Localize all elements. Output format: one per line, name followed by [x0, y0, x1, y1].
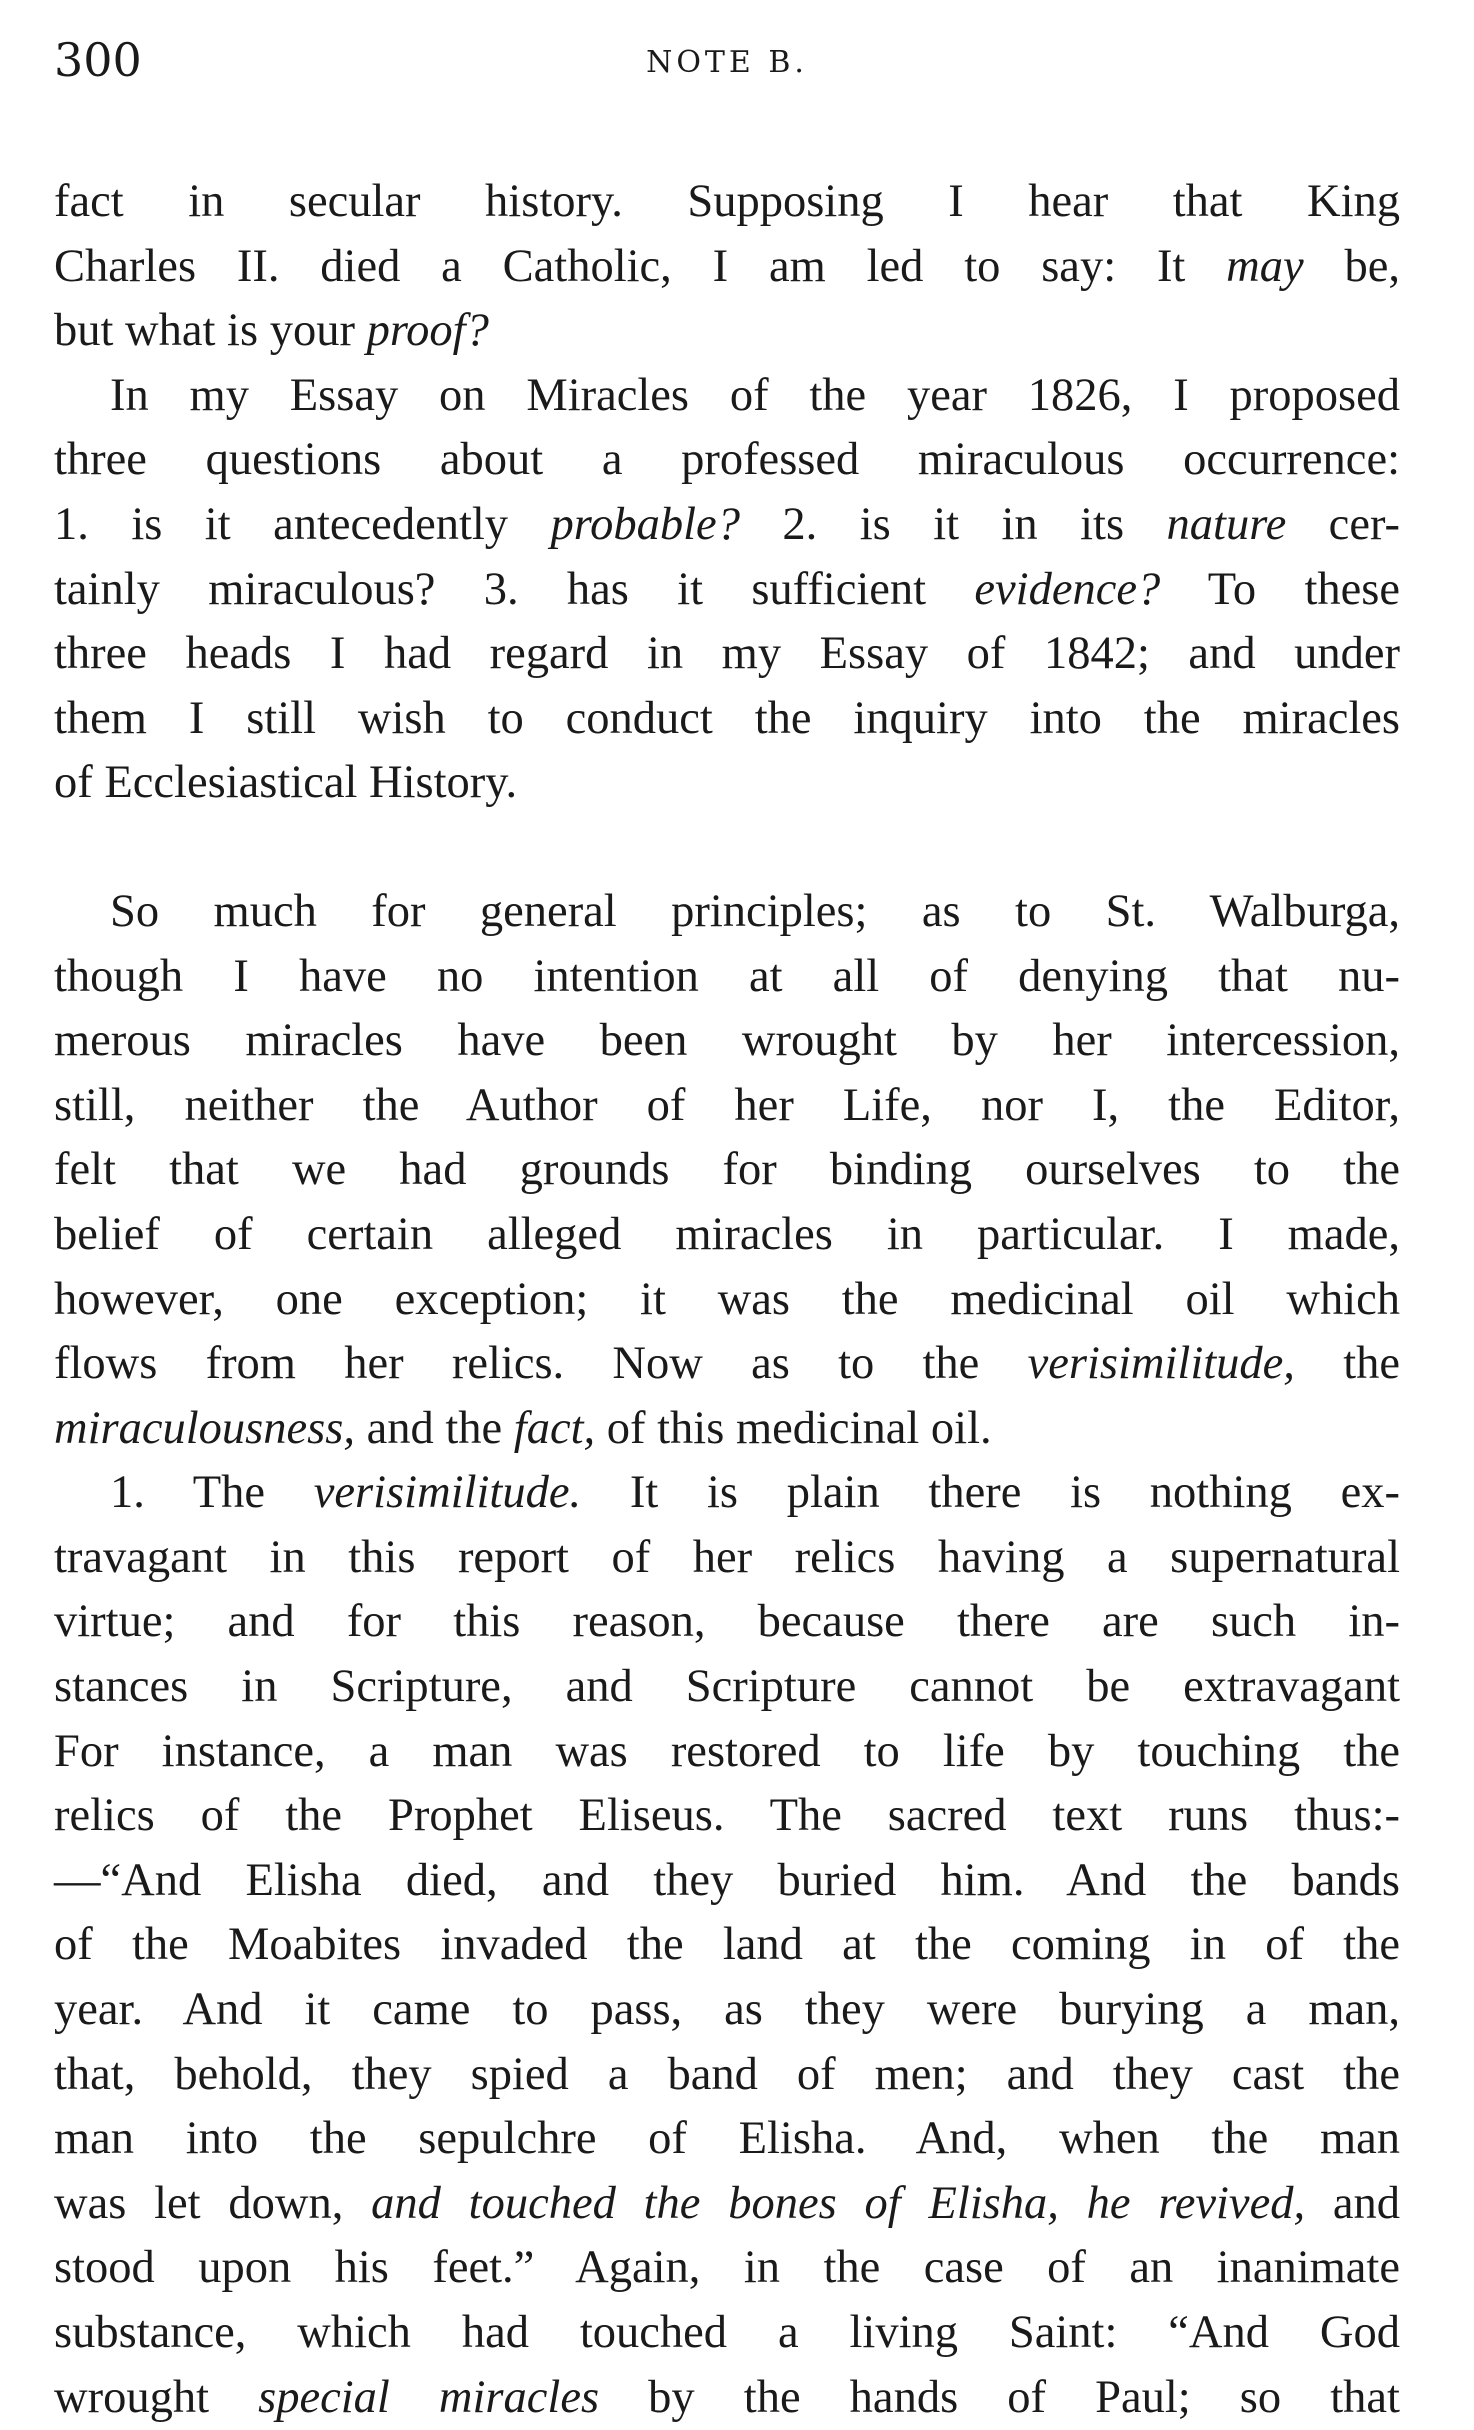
italic-run: verisimilitude,: [1027, 1338, 1295, 1390]
paragraph-gap: [54, 816, 1400, 880]
italic-run: may: [1226, 240, 1304, 292]
text-line: [54, 558, 1400, 623]
text-line: [54, 1461, 1400, 1526]
text-line: [54, 235, 1400, 300]
text-line: [54, 2043, 1400, 2108]
text-line: [54, 2236, 1400, 2301]
text-run: year. And it came to pass, as they were burying a man,: [54, 1984, 1400, 2036]
text-line: [54, 493, 1400, 558]
text-line: [54, 299, 1400, 364]
text-line: [54, 170, 1400, 235]
text-line: [54, 1138, 1400, 1203]
italic-run: special miracles: [258, 2371, 600, 2423]
text-run: merous miracles have been wrought by her intercession,: [54, 1015, 1400, 1067]
text-run: and the: [354, 1402, 514, 1454]
text-run: For instance, a man was restored to life by touching the: [54, 1725, 1400, 1777]
text-run: It is plain there is nothing ex-: [581, 1467, 1400, 1519]
paragraph: [54, 364, 1400, 816]
text-run: stances in Scripture, and Scripture cannot be extravagant: [54, 1661, 1400, 1713]
text-line: [54, 428, 1400, 493]
text-line: [54, 687, 1400, 752]
text-line: [54, 1978, 1400, 2043]
italic-run: and touched the bones of Elisha, he revived,: [371, 2177, 1306, 2229]
text-run: —“And Elisha died, and they buried him. And the bands: [54, 1854, 1400, 1906]
text-run: that, behold, they spied a band of men; and they cast the: [54, 2048, 1400, 2100]
italic-run: verisimilitude.: [313, 1467, 582, 1519]
text-run: virtue; and for this reason, because there are such in-: [54, 1596, 1400, 1648]
text-run: belief of certain alleged miracles in particular. I made,: [54, 1208, 1400, 1260]
paragraph: [54, 1461, 1400, 2430]
text-run: felt that we had grounds for binding ourselves to the: [54, 1144, 1400, 1196]
running-title: NOTE B.: [646, 45, 808, 80]
paragraph: [54, 170, 1400, 364]
text-run: and: [1305, 2177, 1401, 2229]
text-run: 1. The: [110, 1467, 314, 1519]
text-line: [54, 1268, 1400, 1333]
text-line: [54, 1074, 1400, 1139]
text-run: however, one exception; it was the medicinal oil which: [54, 1273, 1400, 1325]
text-line: [54, 2107, 1400, 2172]
italic-run: probable?: [550, 498, 740, 550]
text-run: them I still wish to conduct the inquiry into the miracles: [54, 692, 1400, 744]
text-run: man into the sepulchre of Elisha. And, when the man: [54, 2113, 1400, 2165]
italic-run: evidence?: [974, 563, 1161, 615]
text-run: by the hands of Paul; so that: [599, 2371, 1400, 2423]
text-line: [54, 1397, 1400, 1462]
text-run: three questions about a professed miraculous occurrence:: [54, 434, 1400, 486]
italic-run: miraculousness,: [54, 1402, 355, 1454]
text-run: be,: [1303, 240, 1400, 292]
running-head: [54, 30, 1400, 100]
text-run: was let down,: [54, 2177, 372, 2229]
text-run: To these: [1160, 563, 1400, 615]
text-run: Charles II. died a Catholic, I am led to say: It: [54, 240, 1227, 292]
text-run: the: [1294, 1338, 1401, 1390]
text-line: [54, 1655, 1400, 1720]
text-run: three heads I had regard in my Essay of 1842; and under: [54, 628, 1400, 680]
text-run: flows from her relics. Now as to the: [54, 1338, 1028, 1390]
italic-run: fact,: [513, 1402, 596, 1454]
text-run: of this medicinal oil.: [595, 1402, 992, 1454]
text-line: [54, 2366, 1400, 2430]
text-line: [54, 2301, 1400, 2366]
text-line: [54, 880, 1400, 945]
italic-run: proof?: [366, 305, 489, 357]
text-run: substance, which had touched a living Saint: “And God: [54, 2307, 1400, 2358]
text-line: [54, 1526, 1400, 1591]
text-run: fact in secular history. Supposing I hear that King: [54, 176, 1400, 227]
text-line: [54, 945, 1400, 1010]
body-text: [54, 170, 1400, 2430]
text-line: [54, 622, 1400, 687]
text-line: [54, 1913, 1400, 1978]
text-run: cer-: [1286, 498, 1400, 550]
text-run: So much for general principles; as to St. Walburga,: [110, 885, 1400, 937]
text-run: In my Essay on Miracles of the year 1826, I proposed: [110, 369, 1400, 421]
text-run: 2. is it in its: [739, 498, 1167, 550]
text-line: [54, 1849, 1400, 1914]
page-number: 300: [54, 33, 142, 87]
text-run: wrought: [54, 2371, 259, 2423]
text-line: [54, 1720, 1400, 1785]
italic-run: nature: [1166, 498, 1287, 550]
book-page: [54, 30, 1401, 2423]
text-line: [54, 364, 1400, 429]
text-run: of the Moabites invaded the land at the coming in of the: [54, 1919, 1400, 1971]
text-run: but what is your: [54, 305, 367, 357]
text-run: stood upon his feet.” Again, in the case of an inanimate: [54, 2242, 1400, 2294]
text-line: [54, 1590, 1400, 1655]
text-run: of Ecclesiastical History.: [54, 757, 518, 809]
text-run: 1. is it antecedently: [54, 498, 551, 550]
text-line: [54, 2172, 1400, 2237]
text-line: [54, 1332, 1400, 1397]
text-run: travagant in this report of her relics having a supernatural: [54, 1531, 1400, 1583]
text-line: [54, 751, 1400, 816]
text-line: [54, 1203, 1400, 1268]
paragraph: [54, 880, 1400, 1461]
text-run: tainly miraculous? 3. has it sufficient: [54, 563, 975, 615]
text-run: still, neither the Author of her Life, nor I, the Editor,: [54, 1079, 1400, 1131]
text-run: relics of the Prophet Eliseus. The sacred text runs thus:-: [54, 1790, 1400, 1842]
text-line: [54, 1009, 1400, 1074]
text-run: though I have no intention at all of denying that nu-: [54, 950, 1400, 1002]
text-line: [54, 1784, 1400, 1849]
